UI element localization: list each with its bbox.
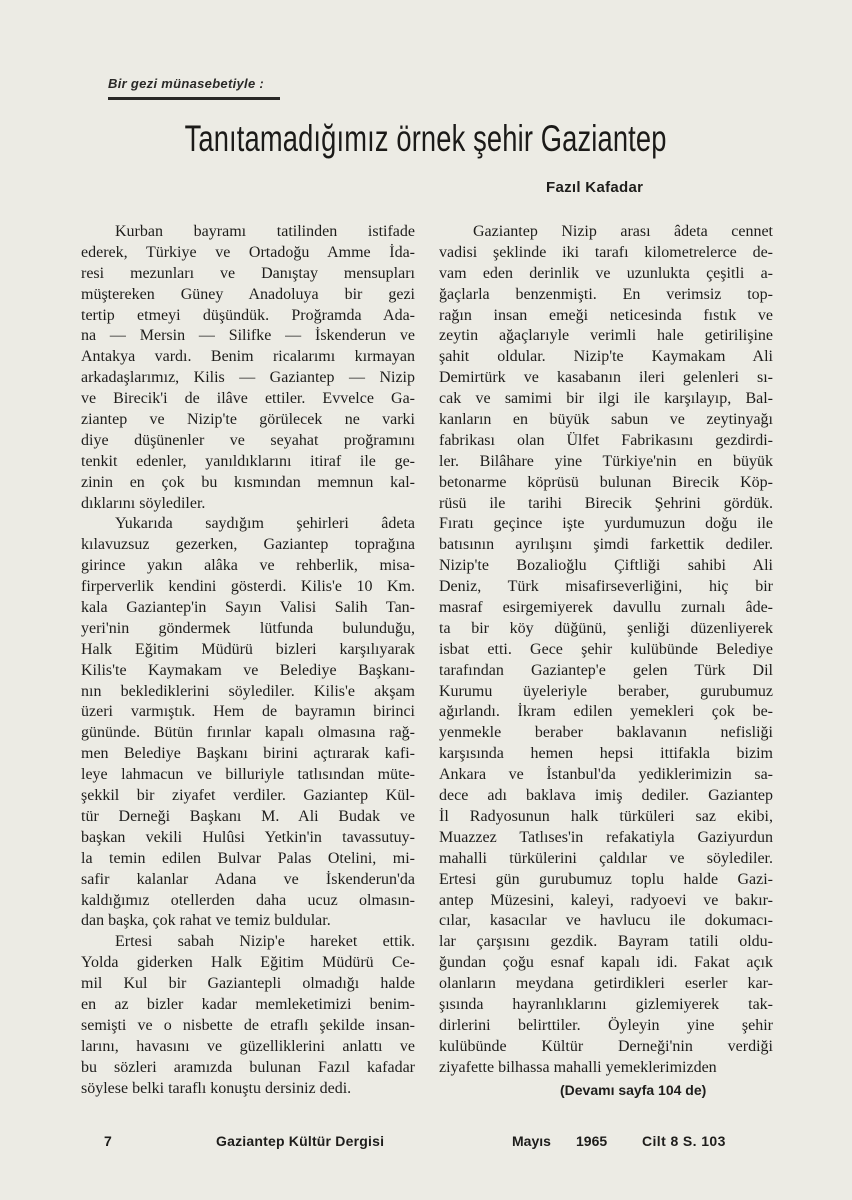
text-line: ğaçlarla benzenmişti. En verimsiz top- bbox=[439, 285, 773, 303]
text-line: semişti ve o nisbette de etraflı şekilde insan- bbox=[81, 1016, 415, 1034]
text-line: nın beklediklerini söylediler. Kilis'e akşam bbox=[81, 682, 415, 700]
section-kicker: Bir gezi münasebetiyle : bbox=[108, 76, 265, 91]
text-line: dıklarını söylediler. bbox=[81, 494, 206, 512]
article-title: Tanıtamadığımız örnek şehir Gaziantep bbox=[184, 118, 667, 159]
text-line: batısının ayrılışını şimdi farkettik dediler. bbox=[439, 536, 773, 554]
article-column-right bbox=[439, 222, 773, 1079]
text-line: başkan vekili Hulûsi Yetkin'in tavassutuy- bbox=[81, 828, 415, 846]
text-line: tertip etmeyi düşündük. Proğramda Ada- bbox=[81, 306, 415, 324]
text-line: kılavuzsuz gezerken, Gaziantep toprağına bbox=[81, 536, 415, 554]
text-line: Ankara ve İstanbul'da yediklerimizin sa- bbox=[439, 766, 773, 784]
text-line: ziantep ve Nizip'te görülecek ne varki bbox=[81, 411, 415, 429]
text-line: larını, havasını ve güzelliklerini anlattı ve bbox=[81, 1037, 415, 1055]
text-line: cak ve samimi bir ilgi ile karşılayıp, Bal- bbox=[439, 390, 773, 408]
text-line: diye düşünenler ve seyahat proğramını bbox=[81, 431, 415, 449]
text-line: Nizip'te Bozalioğlu Çiftliği sahibi Ali bbox=[439, 557, 773, 575]
text-line: girince yakın alâka ve rehberlik, misa- bbox=[81, 557, 415, 575]
text-line: bu sözleri aramızda bulunan Fazıl kafadar bbox=[81, 1058, 415, 1076]
article-column-left bbox=[81, 222, 415, 1099]
text-line: masraf esirgemiyerek davullu zurnalı âde- bbox=[439, 599, 773, 617]
text-line: şahit oldular. Nizip'te Kaymakam Ali bbox=[439, 348, 773, 366]
text-line: na — Mersin — Silifke — İskenderun ve bbox=[81, 327, 415, 345]
text-line: firperverlik kendini gösterdi. Kilis'e 10 Km. bbox=[81, 578, 415, 596]
text-line: en az bizler kadar memleketimizi benim- bbox=[81, 995, 415, 1013]
text-line: kala Gaziantep'in Sayın Valisi Salih Tan- bbox=[81, 599, 415, 617]
journal-name: Gaziantep Kültür Dergisi bbox=[216, 1133, 385, 1149]
text-line: Ertesi gün gurubumuz toplu halde Gazi- bbox=[439, 870, 773, 888]
text-line: Yolda giderken Halk Eğitim Müdürü Ce- bbox=[81, 954, 415, 972]
text-line: mil Kul bir Gaziantepli olmadığı halde bbox=[81, 975, 415, 993]
text-line: söylese belki taraflı konuştu dersiniz dedi. bbox=[81, 1079, 352, 1097]
text-line: antep Müzesini, kaleyi, radyoevi ve bakır- bbox=[439, 891, 773, 909]
text-line: la temin edilen Bulvar Palas Otelini, mi- bbox=[81, 849, 415, 867]
text-line: Kurban bayramı tatilinden istifade bbox=[115, 223, 415, 240]
text-line: isbat etti. Gece şehir kulübünde Belediye bbox=[439, 640, 773, 658]
text-line: ziyafette bilhassa mahalli yemeklerimizden bbox=[439, 1058, 717, 1076]
text-line: ğundan çoğu esnaf kapalı idi. Fakat açık bbox=[439, 954, 773, 972]
continuation-note: (Devamı sayfa 104 de) bbox=[560, 1082, 707, 1098]
text-line: olanların meydana getirdikleri eserler kar- bbox=[439, 975, 773, 993]
issue-year: 1965 bbox=[576, 1133, 608, 1149]
text-line: cılar, kasacılar ve havlucu ile dokumacı- bbox=[439, 912, 773, 930]
text-line: İl Radyosunun halk türküleri saz ekibi, bbox=[439, 807, 773, 825]
text-line: üzeri varmıştık. Hem de bayramın birinci bbox=[81, 703, 415, 721]
text-line: zeytin ağaçlarıyle verimli hale getirilişine bbox=[439, 327, 773, 345]
text-line: kanların en büyük sabun ve zeytinyağı bbox=[439, 411, 773, 429]
text-line: ağırlandı. İkram edilen yemekleri çok be- bbox=[439, 703, 773, 721]
text-line: Yukarıda saydığım şehirleri âdeta bbox=[115, 515, 415, 533]
text-line: zinin en çok bu kısmından memnun kal- bbox=[81, 473, 415, 491]
volume-issue: Cilt 8 S. 103 bbox=[642, 1133, 726, 1149]
text-line: gününde. Bütün fırınlar kapalı olmasına rağ- bbox=[81, 724, 415, 742]
page-number: 7 bbox=[104, 1133, 112, 1149]
text-line: Muazzez Tatlıses'in refakatiyla Gaziyurdun bbox=[439, 828, 773, 846]
text-line: Kurumu üyeleriyle beraber, gurubumuz bbox=[439, 682, 773, 700]
text-line: dirlerini belirttiler. Öyleyin yine şehir bbox=[439, 1016, 773, 1034]
kicker-underline bbox=[108, 97, 280, 100]
text-line: mahalli türkülerini çaldılar ve söylediler. bbox=[439, 849, 773, 867]
text-line: arkadaşlarımız, Kilis — Gaziantep — Nizip bbox=[81, 369, 415, 387]
text-line: ler. Bilâhare yine Türkiye'nin en büyük bbox=[439, 452, 773, 470]
text-line: men Belediye Başkanı birini açtırarak kafi- bbox=[81, 745, 415, 763]
text-line: rağın insan emeği neticesinda fıstık ve bbox=[439, 306, 773, 324]
text-line: betonarme köprüsü bulunan Birecik Köp- bbox=[439, 473, 773, 491]
text-line: Deniz, Türk misafirseverliğini, hiç bir bbox=[439, 578, 773, 596]
text-line: dan başka, çok rahat ve temiz buldular. bbox=[81, 912, 331, 930]
text-line: kaldığımız otellerden daha ucuz olmasın- bbox=[81, 891, 415, 909]
text-line: yenmekle beraber baklavanın nefisliği bbox=[439, 724, 773, 742]
text-line: Antakya vardı. Benim ricalarımı kırmayan bbox=[81, 348, 415, 366]
text-line: dece adı baklava imiş dediler. Gaziantep bbox=[439, 787, 773, 805]
text-line: karşısında hemen hepsi ittifakla bizim bbox=[439, 745, 773, 763]
text-line: leye lahmacun ve billuriyle tatlısından müte- bbox=[81, 766, 415, 784]
text-line: safir kalanlar Adana ve İskenderun'da bbox=[81, 870, 415, 888]
text-line: şısında hayranlıklarını gizlemiyerek tak- bbox=[439, 995, 773, 1013]
text-line: yeri'nin göndermek lütfunda bulunduğu, bbox=[81, 619, 415, 637]
text-line: tür Derneği Başkanı M. Ali Budak ve bbox=[81, 807, 415, 825]
text-line: tarafından Gaziantep'e gelen Türk Dil bbox=[439, 661, 773, 679]
text-line: müştereken Güney Anadoluya bir gezi bbox=[81, 285, 415, 303]
text-line: şekkil bir ziyafet verdiler. Gaziantep Kül- bbox=[81, 787, 415, 805]
text-line: ta bir köy düğünü, şenliği düzenliyerek bbox=[439, 619, 773, 637]
text-line: Halk Eğitim Müdürü bizleri karşılıyarak bbox=[81, 640, 415, 658]
text-line: Fıratı geçince işte yurdumuzun doğu ile bbox=[439, 515, 773, 533]
text-line: ederek, Türkiye ve Ortadoğu Amme İda- bbox=[81, 243, 415, 261]
text-line: Gaziantep Nizip arası âdeta cennet bbox=[473, 223, 773, 240]
text-line: Ertesi sabah Nizip'e hareket ettik. bbox=[115, 933, 415, 951]
text-line: lar çarşısını gezdik. Bayram tatili oldu- bbox=[439, 933, 773, 951]
text-line: fabrikası olan Ülfet Fabrikasını gezdirdi- bbox=[439, 431, 773, 449]
text-line: ve Birecik'i de ilâve ettiler. Evvelce Ga- bbox=[81, 390, 415, 408]
text-line: vadisi şeklinde iki tarafı kilometrelerce de- bbox=[439, 243, 773, 261]
text-line: Kilis'te Kaymakam ve Belediye Başkanı- bbox=[81, 661, 415, 679]
text-line: rüsü ile tarihi Birecik Şehrini gördük. bbox=[439, 494, 773, 512]
issue-month: Mayıs bbox=[512, 1133, 551, 1149]
text-line: resi mezunları ve Danıştay mensupları bbox=[81, 264, 415, 282]
text-line: vam eden derinlik ve uzunlukta çeşitli a- bbox=[439, 264, 773, 282]
author-name: Fazıl Kafadar bbox=[546, 179, 644, 196]
text-line: tenkit edenler, yanıldıklarını itiraf ile ge- bbox=[81, 452, 415, 470]
text-line: Demirtürk ve kasabanın ileri gelenleri sı- bbox=[439, 369, 773, 387]
text-line: kulübünde Kültür Derneği'nin verdiği bbox=[439, 1037, 773, 1055]
